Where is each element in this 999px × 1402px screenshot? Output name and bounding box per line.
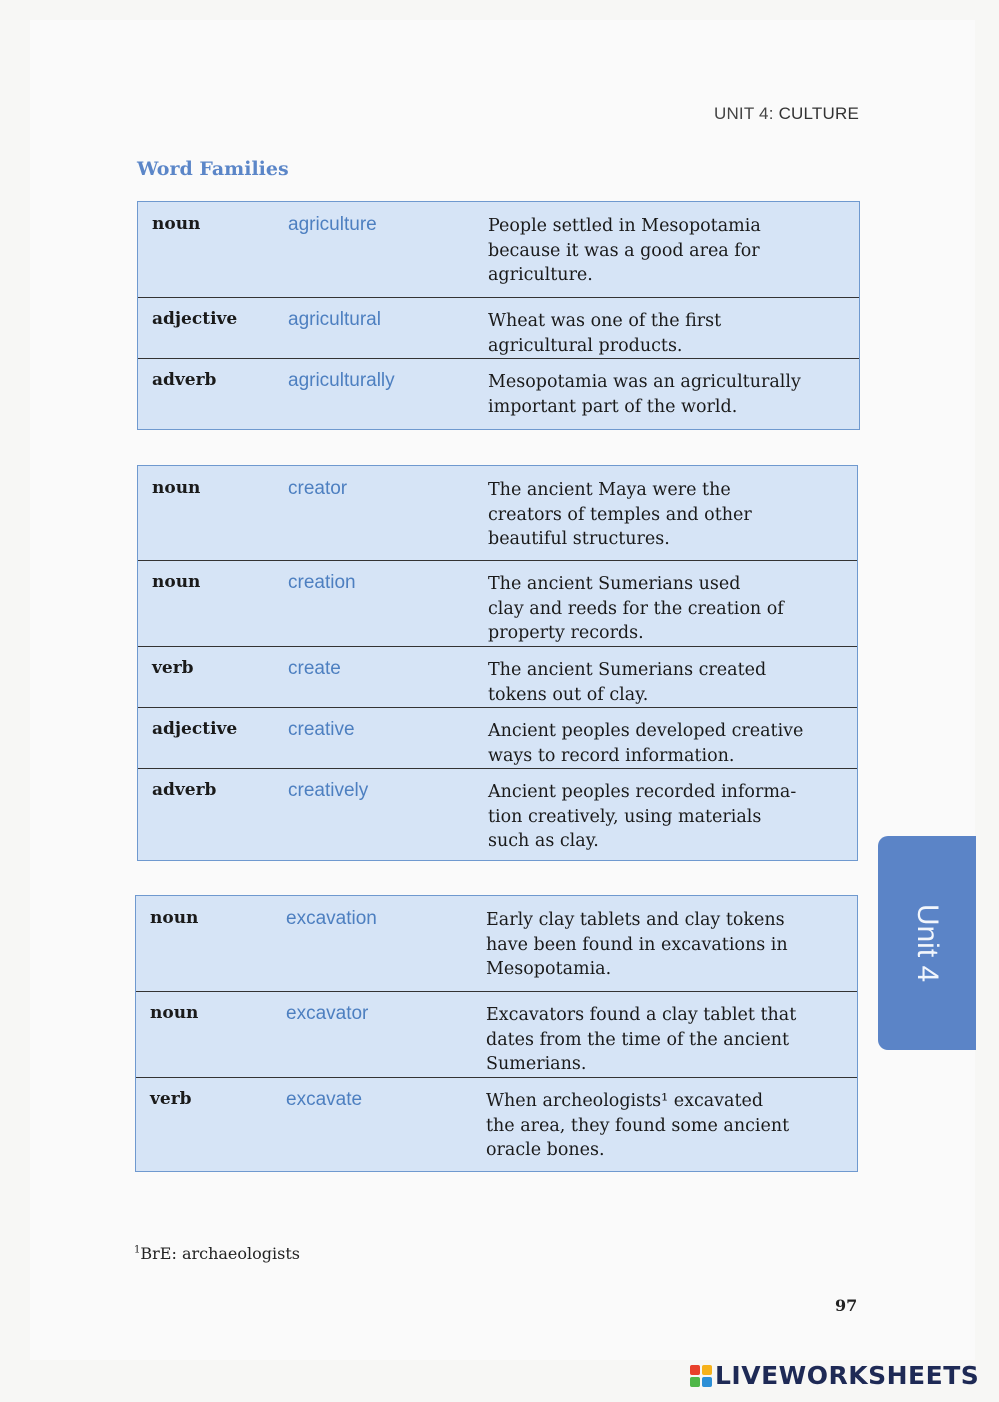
example-sentence: [486, 1003, 846, 1077]
table-row: [138, 202, 859, 297]
part-of-speech: adjective: [152, 719, 238, 739]
example-sentence: [488, 572, 848, 646]
liveworksheets-logo-icon: [690, 1365, 712, 1387]
part-of-speech: noun: [152, 478, 201, 498]
example-line: the area, they found some ancient: [486, 1115, 790, 1136]
section-title: Word Families: [137, 158, 289, 180]
example-line: Mesopotamia was an agriculturally: [488, 372, 801, 392]
word-entry: agriculturally: [288, 370, 395, 391]
word-family-table-create: [137, 465, 858, 861]
word-entry: creatively: [288, 780, 369, 801]
table-row: [138, 646, 857, 707]
example-sentence: [488, 719, 848, 768]
example-line: tokens out of clay.: [488, 684, 649, 705]
example-sentence: [488, 478, 848, 552]
liveworksheets-brand-text: LIVEWORKSHEETS: [715, 1361, 980, 1390]
table-row: [138, 560, 857, 646]
example-line: The ancient Sumerians created: [488, 660, 767, 680]
example-sentence: [488, 370, 848, 419]
table-row: [136, 991, 857, 1077]
part-of-speech: noun: [152, 572, 201, 592]
part-of-speech: adverb: [152, 780, 217, 800]
example-line: People settled in Mesopotamia: [488, 216, 761, 236]
part-of-speech: verb: [150, 1089, 192, 1109]
example-line: property records.: [488, 623, 644, 643]
running-head-title: CULTURE: [778, 104, 859, 123]
table-row: [138, 768, 857, 858]
word-entry: creator: [288, 478, 348, 499]
example-line: Ancient peoples recorded informa-: [488, 782, 797, 802]
example-line: dates from the time of the ancient: [486, 1029, 790, 1050]
example-sentence: [488, 658, 848, 707]
example-line: tion creatively, using materials: [488, 806, 762, 827]
example-line: have been found in excavations in: [486, 934, 788, 955]
example-sentence: [488, 309, 848, 358]
example-line: agricultural products.: [488, 335, 683, 356]
example-line: such as clay.: [488, 831, 599, 851]
word-entry: creative: [288, 719, 355, 740]
liveworksheets-brand: [690, 1361, 979, 1390]
table-row: [138, 466, 857, 560]
example-line: creators of temples and other: [488, 504, 752, 525]
example-line: Wheat was one of the first: [488, 311, 722, 331]
table-row: [138, 707, 857, 768]
part-of-speech: adjective: [152, 309, 238, 329]
footnote-marker: 1: [134, 1244, 141, 1256]
running-head: [714, 104, 859, 124]
footnote: [134, 1244, 300, 1263]
word-family-table-agriculture: [137, 201, 860, 430]
part-of-speech: verb: [152, 658, 194, 678]
word-entry: excavation: [286, 908, 377, 929]
unit-side-tab-label: Unit 4: [911, 903, 944, 983]
example-line: Early clay tablets and clay tokens: [486, 910, 785, 930]
example-line: Sumerians.: [486, 1054, 587, 1074]
example-sentence: [486, 908, 846, 982]
word-entry: agriculture: [288, 214, 377, 235]
word-family-table-excavate: [135, 895, 858, 1172]
table-row: [136, 1077, 857, 1171]
example-line: Excavators found a clay tablet that: [486, 1005, 797, 1025]
example-sentence: [488, 214, 848, 288]
running-head-unit: UNIT 4:: [713, 104, 774, 123]
word-entry: excavator: [286, 1003, 369, 1024]
example-line: important part of the world.: [488, 396, 738, 417]
part-of-speech: noun: [150, 908, 199, 928]
word-entry: agricultural: [288, 309, 381, 330]
part-of-speech: noun: [152, 214, 201, 234]
footnote-text: BrE: archaeologists: [140, 1244, 300, 1263]
example-line: agriculture.: [488, 265, 593, 285]
word-entry: excavate: [286, 1089, 363, 1110]
table-row: [136, 896, 857, 991]
logo-square: [702, 1365, 712, 1375]
part-of-speech: noun: [150, 1003, 199, 1023]
logo-square: [702, 1377, 712, 1387]
example-sentence: [486, 1089, 846, 1163]
word-entry: creation: [288, 572, 356, 593]
example-line: ways to record information.: [488, 745, 735, 766]
logo-square: [690, 1365, 700, 1375]
example-line: When archeologists¹ excavated: [486, 1091, 764, 1111]
example-line: clay and reeds for the creation of: [488, 598, 784, 619]
table-row: [138, 297, 859, 358]
word-entry: create: [288, 658, 341, 679]
example-line: The ancient Maya were the: [488, 480, 731, 500]
part-of-speech: adverb: [152, 370, 217, 390]
logo-square: [690, 1377, 700, 1387]
example-line: Ancient peoples developed creative: [488, 721, 804, 741]
page-number: 97: [835, 1296, 858, 1315]
example-line: Mesopotamia.: [486, 959, 612, 979]
table-row: [138, 358, 859, 428]
example-line: because it was a good area for: [488, 240, 760, 261]
example-line: oracle bones.: [486, 1140, 605, 1160]
example-line: beautiful structures.: [488, 529, 670, 549]
example-sentence: [488, 780, 848, 854]
unit-side-tab: [878, 836, 976, 1050]
example-line: The ancient Sumerians used: [488, 574, 741, 594]
